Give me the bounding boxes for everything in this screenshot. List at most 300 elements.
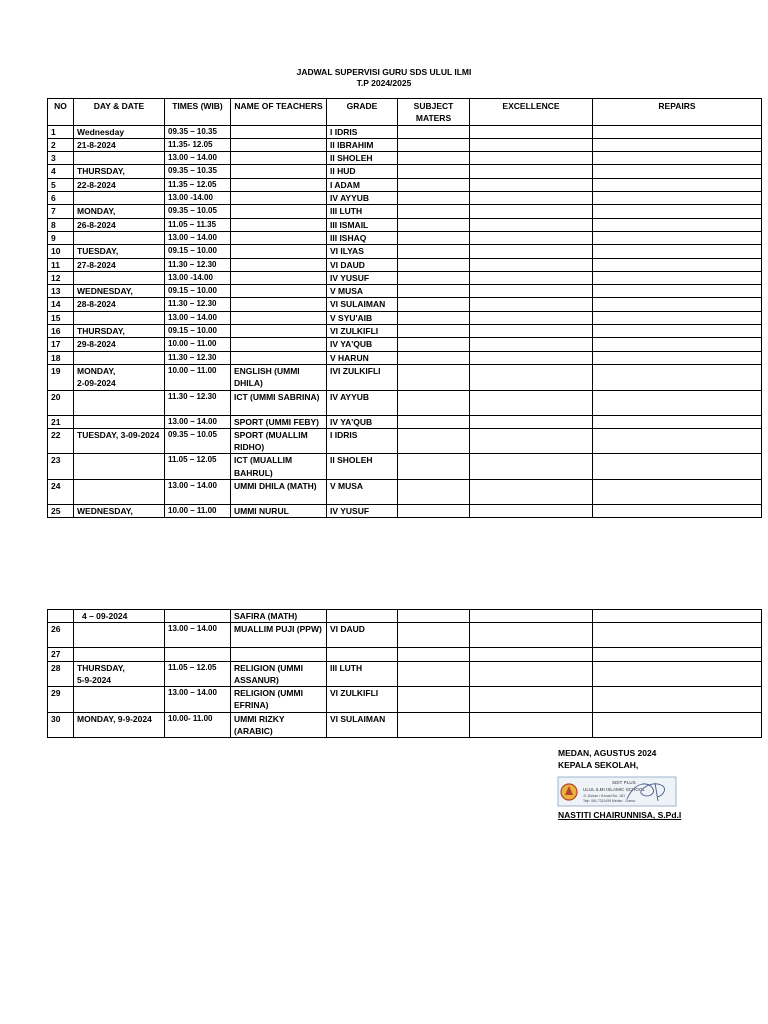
stamp-line-2: ULUL ILMI ISLAMIC SCHOOL — [583, 787, 646, 792]
cell-time: 13.00 – 14.00 — [165, 623, 231, 648]
cell-subject — [398, 648, 470, 661]
table-row — [48, 205, 762, 218]
cell-no: 22 — [48, 428, 74, 454]
cell-day-date — [74, 351, 165, 364]
cell-teacher: RELIGION (UMMI ASSANUR) — [231, 661, 327, 687]
cell-repairs — [593, 258, 762, 271]
cell-excellence — [470, 205, 593, 218]
cell-grade: VI DAUD — [327, 623, 398, 648]
cell-time: 11.30 – 12.30 — [165, 390, 231, 415]
table-row — [48, 258, 762, 271]
cell-repairs — [593, 325, 762, 338]
table-row — [48, 428, 762, 454]
cell-grade: III LUTH — [327, 205, 398, 218]
cell-repairs — [593, 661, 762, 687]
cell-time: 09.35 – 10.35 — [165, 125, 231, 138]
cell-grade: II IBRAHIM — [327, 138, 398, 151]
cell-teacher — [231, 271, 327, 284]
table-row — [48, 505, 762, 518]
cell-repairs — [593, 165, 762, 178]
table-row — [48, 298, 762, 311]
cell-day-date — [74, 480, 165, 505]
cell-repairs — [593, 192, 762, 205]
cell-excellence — [470, 271, 593, 284]
cell-subject — [398, 661, 470, 687]
cell-subject — [398, 271, 470, 284]
cell-subject — [398, 152, 470, 165]
cell-subject — [398, 285, 470, 298]
cell-day-date: WEDNESDAY, — [74, 285, 165, 298]
cell-teacher: SAFIRA (MATH) — [231, 610, 327, 623]
cell-day-date — [74, 231, 165, 244]
cell-day-date — [74, 152, 165, 165]
table-header-row — [48, 99, 762, 126]
cell-day-date — [74, 271, 165, 284]
cell-time: 09.35 – 10.35 — [165, 165, 231, 178]
cell-grade: VI SULAIMAN — [327, 712, 398, 738]
table-row — [48, 480, 762, 505]
cell-day-date: 4 – 09-2024 — [74, 610, 165, 623]
cell-teacher: ICT (MUALLIM BAHRUL) — [231, 454, 327, 480]
table-row — [48, 152, 762, 165]
cell-excellence — [470, 152, 593, 165]
cell-day-date: 26-8-2024 — [74, 218, 165, 231]
cell-no: 27 — [48, 648, 74, 661]
cell-repairs — [593, 152, 762, 165]
cell-time: 13.00 – 14.00 — [165, 480, 231, 505]
cell-day-date: 22-8-2024 — [74, 178, 165, 191]
cell-subject — [398, 178, 470, 191]
table-row — [48, 245, 762, 258]
cell-teacher — [231, 205, 327, 218]
cell-no: 5 — [48, 178, 74, 191]
table-row — [48, 364, 762, 390]
col-header-subject: SUBJECT MATERS — [398, 99, 470, 126]
stamp-line-4: Telp. 061-7321499 Medan - Sumut — [583, 799, 636, 803]
cell-grade: III ISHAQ — [327, 231, 398, 244]
cell-time — [165, 648, 231, 661]
cell-teacher — [231, 351, 327, 364]
cell-day-date — [74, 311, 165, 324]
cell-subject — [398, 454, 470, 480]
cell-day-date — [74, 415, 165, 428]
cell-excellence — [470, 192, 593, 205]
cell-teacher: UMMI NURUL — [231, 505, 327, 518]
cell-excellence — [470, 258, 593, 271]
cell-no: 3 — [48, 152, 74, 165]
cell-day-date: TUESDAY, — [74, 245, 165, 258]
cell-excellence — [470, 390, 593, 415]
cell-excellence — [470, 338, 593, 351]
cell-grade — [327, 648, 398, 661]
cell-excellence — [470, 298, 593, 311]
cell-subject — [398, 138, 470, 151]
cell-time: 11.05 – 12.05 — [165, 454, 231, 480]
cell-grade: III LUTH — [327, 661, 398, 687]
cell-teacher — [231, 165, 327, 178]
cell-time: 13.00 – 14.00 — [165, 231, 231, 244]
cell-no: 9 — [48, 231, 74, 244]
cell-day-date: THURSDAY, 5-9-2024 — [74, 661, 165, 687]
cell-repairs — [593, 298, 762, 311]
cell-grade: VI DAUD — [327, 258, 398, 271]
cell-teacher: SPORT (UMMI FEBY) — [231, 415, 327, 428]
cell-excellence — [470, 165, 593, 178]
stamp-line-1: SDIT PLUS — [612, 780, 636, 785]
cell-day-date: MONDAY, 2-09-2024 — [74, 364, 165, 390]
cell-no: 10 — [48, 245, 74, 258]
cell-teacher: MUALLIM PUJI (PPW) — [231, 623, 327, 648]
signature-place-date: MEDAN, AGUSTUS 2024 — [558, 748, 657, 758]
cell-time: 09.35 – 10.05 — [165, 205, 231, 218]
cell-teacher — [231, 138, 327, 151]
cell-no: 23 — [48, 454, 74, 480]
cell-excellence — [470, 505, 593, 518]
cell-subject — [398, 218, 470, 231]
cell-grade: III ISMAIL — [327, 218, 398, 231]
cell-excellence — [470, 218, 593, 231]
cell-no: 24 — [48, 480, 74, 505]
col-header-repairs: REPAIRS — [593, 99, 762, 126]
cell-no: 1 — [48, 125, 74, 138]
cell-subject — [398, 325, 470, 338]
col-header-day: DAY & DATE — [74, 99, 165, 126]
cell-no: 17 — [48, 338, 74, 351]
cell-teacher — [231, 152, 327, 165]
cell-teacher — [231, 192, 327, 205]
cell-teacher — [231, 245, 327, 258]
cell-subject — [398, 205, 470, 218]
cell-no: 11 — [48, 258, 74, 271]
cell-excellence — [470, 138, 593, 151]
cell-teacher — [231, 231, 327, 244]
schedule-table-continued — [47, 609, 762, 738]
cell-grade: I IDRIS — [327, 428, 398, 454]
stamp-line-3: Jl. Durian / Kenari No. 181 — [583, 794, 626, 798]
cell-grade: I IDRIS — [327, 125, 398, 138]
cell-repairs — [593, 311, 762, 324]
cell-teacher: SPORT (MUALLIM RIDHO) — [231, 428, 327, 454]
table-row — [48, 687, 762, 713]
cell-day-date: 29-8-2024 — [74, 338, 165, 351]
cell-no: 7 — [48, 205, 74, 218]
cell-repairs — [593, 687, 762, 713]
cell-subject — [398, 428, 470, 454]
cell-teacher — [231, 285, 327, 298]
cell-excellence — [470, 245, 593, 258]
cell-grade: II HUD — [327, 165, 398, 178]
cell-teacher — [231, 258, 327, 271]
cell-repairs — [593, 205, 762, 218]
cell-excellence — [470, 364, 593, 390]
signature-role: KEPALA SEKOLAH, — [558, 760, 639, 770]
school-stamp — [557, 775, 683, 808]
table-row — [48, 325, 762, 338]
schedule-table — [47, 98, 762, 518]
cell-repairs — [593, 712, 762, 738]
cell-grade: VI ZULKIFLI — [327, 687, 398, 713]
cell-repairs — [593, 364, 762, 390]
cell-day-date — [74, 454, 165, 480]
cell-day-date: Wednesday — [74, 125, 165, 138]
cell-no: 25 — [48, 505, 74, 518]
table-row — [48, 178, 762, 191]
col-header-no: NO — [48, 99, 74, 126]
cell-subject — [398, 364, 470, 390]
cell-repairs — [593, 245, 762, 258]
cell-subject — [398, 687, 470, 713]
cell-repairs — [593, 454, 762, 480]
cell-time: 11.35- 12.05 — [165, 138, 231, 151]
table-row — [48, 285, 762, 298]
cell-grade: VI ZULKIFLI — [327, 325, 398, 338]
table-row — [48, 661, 762, 687]
cell-time: 11.05 – 11.35 — [165, 218, 231, 231]
col-header-excellence: EXCELLENCE — [470, 99, 593, 126]
cell-no: 12 — [48, 271, 74, 284]
cell-time: 09.15 – 10.00 — [165, 285, 231, 298]
cell-teacher: UMMI DHILA (MATH) — [231, 480, 327, 505]
cell-excellence — [470, 648, 593, 661]
cell-grade: IV AYYUB — [327, 192, 398, 205]
cell-no: 21 — [48, 415, 74, 428]
cell-no — [48, 610, 74, 623]
cell-repairs — [593, 623, 762, 648]
cell-no: 26 — [48, 623, 74, 648]
table-row — [48, 192, 762, 205]
cell-time: 10.00 – 11.00 — [165, 338, 231, 351]
cell-subject — [398, 125, 470, 138]
cell-day-date: WEDNESDAY, — [74, 505, 165, 518]
cell-subject — [398, 192, 470, 205]
cell-grade: IVI ZULKIFLI — [327, 364, 398, 390]
cell-subject — [398, 165, 470, 178]
cell-excellence — [470, 428, 593, 454]
table-row — [48, 712, 762, 738]
cell-grade: II SHOLEH — [327, 454, 398, 480]
cell-repairs — [593, 610, 762, 623]
cell-no: 16 — [48, 325, 74, 338]
cell-teacher: UMMI RIZKY (ARABIC) — [231, 712, 327, 738]
cell-subject — [398, 480, 470, 505]
cell-excellence — [470, 231, 593, 244]
table-row — [48, 125, 762, 138]
table-row — [48, 351, 762, 364]
cell-time: 09.15 – 10.00 — [165, 245, 231, 258]
cell-time: 13.00 -14.00 — [165, 271, 231, 284]
signature-name: NASTITI CHAIRUNNISA, S.Pd.I — [558, 810, 682, 820]
cell-no: 2 — [48, 138, 74, 151]
cell-grade: I ADAM — [327, 178, 398, 191]
cell-day-date — [74, 390, 165, 415]
cell-time — [165, 610, 231, 623]
table-row — [48, 218, 762, 231]
cell-day-date: TUESDAY, 3-09-2024 — [74, 428, 165, 454]
cell-no: 30 — [48, 712, 74, 738]
cell-teacher: RELIGION (UMMI EFRINA) — [231, 687, 327, 713]
cell-teacher — [231, 648, 327, 661]
cell-excellence — [470, 687, 593, 713]
cell-time: 13.00 – 14.00 — [165, 687, 231, 713]
cell-time: 11.05 – 12.05 — [165, 661, 231, 687]
cell-excellence — [470, 610, 593, 623]
cell-teacher: ICT (UMMI SABRINA) — [231, 390, 327, 415]
cell-day-date: MONDAY, — [74, 205, 165, 218]
cell-repairs — [593, 285, 762, 298]
cell-teacher — [231, 311, 327, 324]
cell-day-date — [74, 623, 165, 648]
cell-time: 10.00- 11.00 — [165, 712, 231, 738]
cell-repairs — [593, 231, 762, 244]
cell-day-date: 27-8-2024 — [74, 258, 165, 271]
cell-grade — [327, 610, 398, 623]
cell-excellence — [470, 351, 593, 364]
cell-subject — [398, 351, 470, 364]
cell-grade: V HARUN — [327, 351, 398, 364]
cell-excellence — [470, 178, 593, 191]
cell-repairs — [593, 390, 762, 415]
cell-grade: V MUSA — [327, 480, 398, 505]
col-header-teachers: NAME OF TEACHERS — [231, 99, 327, 126]
cell-grade: II SHOLEH — [327, 152, 398, 165]
cell-day-date: THURSDAY, — [74, 325, 165, 338]
table-row — [48, 138, 762, 151]
table-row — [48, 454, 762, 480]
table-row — [48, 415, 762, 428]
cell-time: 11.30 – 12.30 — [165, 258, 231, 271]
cell-grade: IV YUSUF — [327, 505, 398, 518]
cell-no: 14 — [48, 298, 74, 311]
cell-repairs — [593, 338, 762, 351]
cell-subject — [398, 712, 470, 738]
cell-teacher — [231, 298, 327, 311]
cell-time: 13.00 – 14.00 — [165, 415, 231, 428]
cell-grade: V MUSA — [327, 285, 398, 298]
cell-grade: IV YA'QUB — [327, 338, 398, 351]
cell-time: 09.35 – 10.05 — [165, 428, 231, 454]
cell-grade: IV AYYUB — [327, 390, 398, 415]
table-row — [48, 390, 762, 415]
cell-excellence — [470, 311, 593, 324]
cell-subject — [398, 258, 470, 271]
cell-subject — [398, 505, 470, 518]
cell-excellence — [470, 623, 593, 648]
cell-grade: VI ILYAS — [327, 245, 398, 258]
cell-grade: V SYU'AIB — [327, 311, 398, 324]
cell-day-date: MONDAY, 9-9-2024 — [74, 712, 165, 738]
cell-no: 6 — [48, 192, 74, 205]
cell-no: 20 — [48, 390, 74, 415]
cell-repairs — [593, 351, 762, 364]
cell-excellence — [470, 285, 593, 298]
cell-subject — [398, 338, 470, 351]
cell-excellence — [470, 415, 593, 428]
cell-teacher — [231, 338, 327, 351]
document-title: JADWAL SUPERVISI GURU SDS ULUL ILMI — [296, 67, 472, 77]
cell-subject — [398, 231, 470, 244]
cell-repairs — [593, 138, 762, 151]
cell-no: 28 — [48, 661, 74, 687]
cell-grade: IV YA'QUB — [327, 415, 398, 428]
table-row — [48, 623, 762, 648]
cell-day-date — [74, 648, 165, 661]
cell-teacher — [231, 125, 327, 138]
cell-time: 11.35 – 12.05 — [165, 178, 231, 191]
cell-subject — [398, 623, 470, 648]
table-row — [48, 165, 762, 178]
cell-repairs — [593, 415, 762, 428]
cell-time: 09.15 – 10.00 — [165, 325, 231, 338]
col-header-times: TIMES (WIB) — [165, 99, 231, 126]
table-row — [48, 231, 762, 244]
table-row — [48, 311, 762, 324]
cell-time: 10.00 – 11.00 — [165, 364, 231, 390]
cell-repairs — [593, 648, 762, 661]
cell-subject — [398, 245, 470, 258]
cell-time: 13.00 – 14.00 — [165, 311, 231, 324]
cell-repairs — [593, 428, 762, 454]
col-header-grade: GRADE — [327, 99, 398, 126]
cell-subject — [398, 390, 470, 415]
table-row — [48, 271, 762, 284]
cell-repairs — [593, 271, 762, 284]
cell-repairs — [593, 125, 762, 138]
cell-teacher — [231, 325, 327, 338]
table-row — [48, 648, 762, 661]
cell-repairs — [593, 218, 762, 231]
cell-excellence — [470, 712, 593, 738]
cell-no: 4 — [48, 165, 74, 178]
cell-subject — [398, 298, 470, 311]
cell-teacher — [231, 218, 327, 231]
cell-grade: VI SULAIMAN — [327, 298, 398, 311]
cell-day-date: 21-8-2024 — [74, 138, 165, 151]
cell-no: 8 — [48, 218, 74, 231]
document-subtitle: T.P 2024/2025 — [356, 78, 412, 88]
cell-subject — [398, 610, 470, 623]
cell-repairs — [593, 505, 762, 518]
cell-time: 11.30 – 12.30 — [165, 298, 231, 311]
cell-no: 15 — [48, 311, 74, 324]
cell-time: 13.00 – 14.00 — [165, 152, 231, 165]
cell-teacher — [231, 178, 327, 191]
cell-excellence — [470, 454, 593, 480]
cell-repairs — [593, 178, 762, 191]
cell-teacher: ENGLISH (UMMI DHILA) — [231, 364, 327, 390]
cell-excellence — [470, 325, 593, 338]
cell-repairs — [593, 480, 762, 505]
cell-subject — [398, 415, 470, 428]
cell-excellence — [470, 480, 593, 505]
cell-day-date: 28-8-2024 — [74, 298, 165, 311]
cell-subject — [398, 311, 470, 324]
cell-day-date: THURSDAY, — [74, 165, 165, 178]
cell-no: 18 — [48, 351, 74, 364]
cell-day-date — [74, 192, 165, 205]
cell-grade: IV YUSUF — [327, 271, 398, 284]
table-row — [48, 338, 762, 351]
cell-no: 29 — [48, 687, 74, 713]
cell-time: 13.00 -14.00 — [165, 192, 231, 205]
cell-time: 11.30 – 12.30 — [165, 351, 231, 364]
cell-excellence — [470, 661, 593, 687]
cell-time: 10.00 – 11.00 — [165, 505, 231, 518]
cell-excellence — [470, 125, 593, 138]
table-row — [48, 610, 762, 623]
cell-no: 13 — [48, 285, 74, 298]
cell-no: 19 — [48, 364, 74, 390]
cell-day-date — [74, 687, 165, 713]
